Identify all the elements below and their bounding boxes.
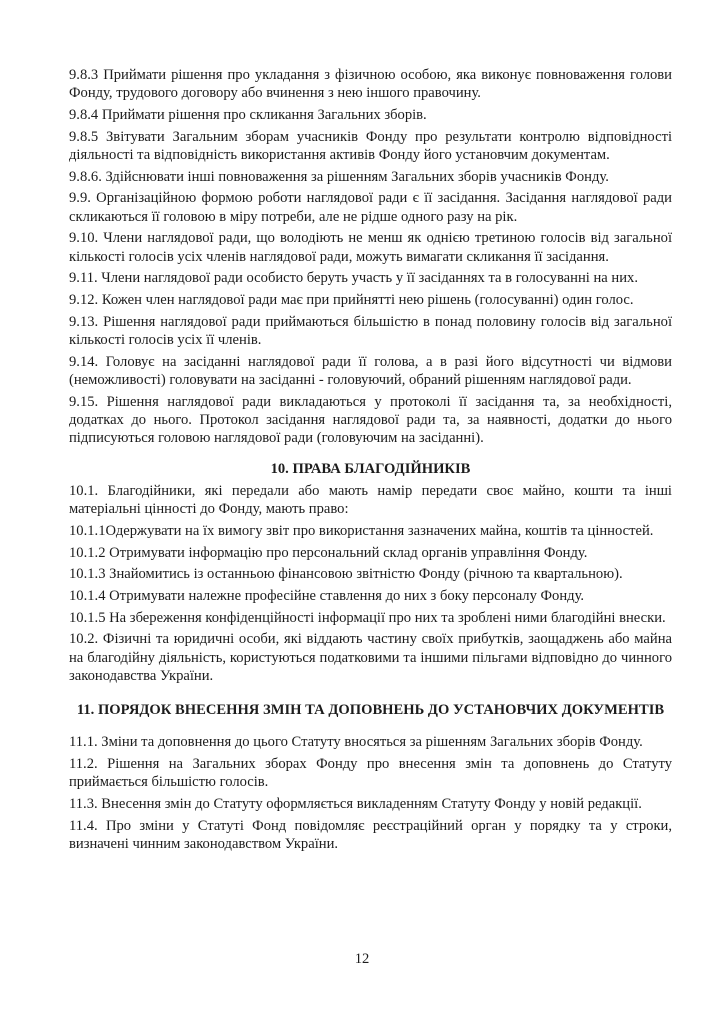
paragraph-9-15: 9.15. Рішення наглядової ради викладаються у протоколі її засідання та, за необхідності, додатках до нього. Протокол засідання наглядової ради та, за наявності, додатки до нього підписуються головою наглядової ради (головуючим на засіданні). bbox=[69, 393, 672, 447]
paragraph-9-12: 9.12. Кожен член наглядової ради має при прийнятті нею рішень (голосуванні) один голос. bbox=[69, 292, 634, 308]
paragraph-10-1-4: 10.1.4 Отримувати належне професійне ставлення до них з боку персоналу Фонду. bbox=[69, 587, 585, 604]
paragraph-9-8-3: 9.8.3 Приймати рішення про укладання з фізичною особою, яка виконує повноваження голови Фонду, трудового договору або вчинення з нею іншого правочину. bbox=[69, 67, 672, 102]
paragraph-9-9: 9.9. Організаційною формою роботи наглядової ради є її засідання. Засідання наглядової ради скликаються її головою в міру потреби, але не рідше одного разу на рік. bbox=[69, 190, 672, 225]
paragraph-11-1: 11.1. Зміни та доповнення до цього Статуту вносяться за рішенням Загальних зборів Фонду. bbox=[69, 734, 643, 751]
paragraph-9-10: 9.10. Члени наглядової ради, що володіють не менш як однією третиною голосів від загальної кількості голосів усіх членів наглядової ради, можуть вимагати скликання її засідання. bbox=[69, 230, 672, 265]
paragraph-10-1: 10.1. Благодійники, які передали або мають намір передати своє майно, кошти та інші матеріальні цінності до Фонду, мають право: bbox=[69, 482, 672, 518]
paragraph-9-8-5: 9.8.5 Звітувати Загальним зборам учасників Фонду про результати контролю відповідності діяльності та відповідність використання активів Фонду його установчим документам. bbox=[69, 128, 672, 163]
paragraph-9-8-6: 9.8.6. Здійснювати інші повноваження за рішенням Загальних зборів учасників Фонду. bbox=[69, 168, 609, 185]
paragraph-10-1-2: 10.1.2 Отримувати інформацію про персональний склад органів управління Фонду. bbox=[69, 544, 588, 561]
paragraph-9-13: 9.13. Рішення наглядової ради приймаються більшістю в понад половину голосів від загальної кількості голосів усіх її членів. bbox=[69, 313, 672, 348]
paragraph-10-1-1: 10.1.1Одержувати на їх вимогу звіт про використання зазначених майна, коштів та цінностей. bbox=[69, 522, 654, 539]
paragraph-10-1-5: 10.1.5 На збереження конфіденційності інформації про них та зроблені ними благодійні внески. bbox=[69, 609, 666, 626]
section-11-heading: 11. ПОРЯДОК ВНЕСЕННЯ ЗМІН ТА ДОПОВНЕНЬ ДО УСТАНОВЧИХ ДОКУМЕНТІВ bbox=[76, 702, 665, 719]
paragraph-10-2: 10.2. Фізичні та юридичні особи, які віддають частину своїх прибутків, заощаджень або майна на благодійну діяльність, користуються податковими та іншими пільгами відповідно до чинного законодавства України. bbox=[69, 631, 672, 684]
paragraph-9-14: 9.14. Головує на засіданні наглядової ради її голова, а в разі його відсутності чи відмови (неможливості) головувати на засіданні - головуючий, обраний рішенням наглядової ради. bbox=[69, 353, 672, 388]
paragraph-11-3: 11.3. Внесення змін до Статуту оформляється викладенням Статуту Фонду у новій редакції. bbox=[69, 796, 642, 813]
page-number: 12 bbox=[354, 951, 370, 967]
paragraph-11-2: 11.2. Рішення на Загальних зборах Фонду про внесення змін та доповнень до Статуту приймається більшістю голосів. bbox=[69, 756, 672, 791]
paragraph-11-4: 11.4. Про зміни у Статуті Фонд повідомляє реєстраційний орган у порядку та у строки, визначені чинним законодавством України. bbox=[69, 817, 672, 853]
document-content bbox=[69, 66, 672, 857]
paragraph-10-1-3: 10.1.3 Знайомитись із останньою фінансовою звітністю Фонду (річною та квартальною). bbox=[69, 566, 623, 583]
section-10-heading: 10. ПРАВА БЛАГОДІЙНИКІВ bbox=[270, 460, 471, 477]
paragraph-9-11: 9.11. Члени наглядової ради особисто беруть участь у її засіданнях та в голосуванні на них. bbox=[69, 270, 638, 287]
paragraph-9-8-4: 9.8.4 Приймати рішення про скликання Загальних зборів. bbox=[69, 106, 427, 123]
